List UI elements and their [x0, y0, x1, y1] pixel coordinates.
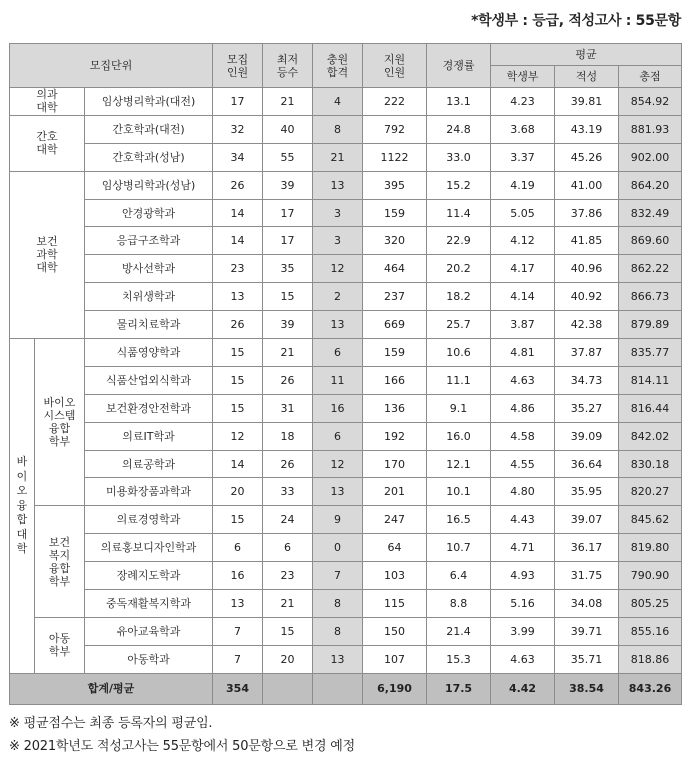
header-quota: 모집 인원 [213, 44, 263, 88]
cell-school-record: 4.55 [491, 450, 555, 478]
college-child: 아동 학부 [35, 617, 85, 673]
cell-total-score: 832.49 [619, 199, 682, 227]
cell-min-rank: 39 [263, 171, 313, 199]
cell-quota: 17 [213, 88, 263, 116]
college-nursing: 간호 대학 [10, 115, 85, 171]
cell-applicants: 107 [363, 645, 427, 673]
dept-name: 아동학과 [85, 645, 213, 673]
cell-ratio: 10.7 [427, 534, 491, 562]
cell-applicants: 170 [363, 450, 427, 478]
cell-aptitude: 35.27 [555, 394, 619, 422]
dept-name: 방사선학과 [85, 255, 213, 283]
cell-applicants: 103 [363, 562, 427, 590]
college-bio-label: 바이오융합대학 [16, 455, 28, 556]
cell-school-record: 4.14 [491, 283, 555, 311]
cell-min-rank: 21 [263, 339, 313, 367]
cell-quota: 20 [213, 478, 263, 506]
total-label: 합계/평균 [10, 673, 213, 704]
cell-quota: 15 [213, 366, 263, 394]
cell-applicants: 192 [363, 422, 427, 450]
cell-total-score: 820.27 [619, 478, 682, 506]
cell-applicants: 166 [363, 366, 427, 394]
table-row [10, 590, 682, 618]
cell-ratio: 21.4 [427, 617, 491, 645]
cell-quota: 16 [213, 562, 263, 590]
cell-min-rank: 24 [263, 506, 313, 534]
cell-quota: 15 [213, 506, 263, 534]
cell-extra-admit: 8 [313, 115, 363, 143]
cell-aptitude: 39.07 [555, 506, 619, 534]
dept-name: 식품산업외식학과 [85, 366, 213, 394]
table-row [10, 562, 682, 590]
cell-aptitude: 39.81 [555, 88, 619, 116]
total-school-record: 4.42 [491, 673, 555, 704]
cell-quota: 7 [213, 617, 263, 645]
cell-extra-admit: 12 [313, 255, 363, 283]
cell-school-record: 4.23 [491, 88, 555, 116]
cell-extra-admit: 3 [313, 227, 363, 255]
cell-quota: 6 [213, 534, 263, 562]
dept-name: 중독재활복지학과 [85, 590, 213, 618]
cell-extra-admit: 7 [313, 562, 363, 590]
cell-applicants: 201 [363, 478, 427, 506]
cell-school-record: 4.81 [491, 339, 555, 367]
cell-ratio: 10.6 [427, 339, 491, 367]
table-row [10, 339, 682, 367]
cell-ratio: 15.3 [427, 645, 491, 673]
header-total-score: 총점 [619, 66, 682, 88]
cell-extra-admit: 11 [313, 366, 363, 394]
cell-ratio: 20.2 [427, 255, 491, 283]
cell-min-rank: 26 [263, 366, 313, 394]
cell-quota: 15 [213, 394, 263, 422]
cell-applicants: 115 [363, 590, 427, 618]
header-extra-admit: 충원 합격 [313, 44, 363, 88]
cell-ratio: 11.1 [427, 366, 491, 394]
cell-ratio: 13.1 [427, 88, 491, 116]
cell-ratio: 6.4 [427, 562, 491, 590]
cell-ratio: 10.1 [427, 478, 491, 506]
cell-extra-admit: 13 [313, 171, 363, 199]
cell-school-record: 4.63 [491, 366, 555, 394]
cell-applicants: 320 [363, 227, 427, 255]
cell-min-rank: 26 [263, 450, 313, 478]
footnote-exam-change: ※ 2021학년도 적성고사는 55문항에서 50문항으로 변경 예정 [9, 739, 356, 754]
cell-aptitude: 39.71 [555, 617, 619, 645]
cell-quota: 34 [213, 143, 263, 171]
footnote-average: ※ 평균점수는 최종 등록자의 평균임. [9, 716, 213, 731]
cell-aptitude: 42.38 [555, 311, 619, 339]
dept-name: 간호학과(대전) [85, 115, 213, 143]
cell-quota: 14 [213, 227, 263, 255]
total-min-rank [263, 673, 313, 704]
cell-applicants: 464 [363, 255, 427, 283]
cell-min-rank: 21 [263, 88, 313, 116]
dept-name: 의료공학과 [85, 450, 213, 478]
dept-name: 의료홍보디자인학과 [85, 534, 213, 562]
cell-ratio: 16.0 [427, 422, 491, 450]
cell-applicants: 792 [363, 115, 427, 143]
cell-extra-admit: 6 [313, 339, 363, 367]
cell-ratio: 11.4 [427, 199, 491, 227]
table-row [10, 311, 682, 339]
cell-total-score: 818.86 [619, 645, 682, 673]
cell-min-rank: 15 [263, 283, 313, 311]
cell-min-rank: 31 [263, 394, 313, 422]
cell-school-record: 4.71 [491, 534, 555, 562]
cell-total-score: 805.25 [619, 590, 682, 618]
college-welfare: 보건 복지 융합 학부 [35, 506, 85, 618]
dept-name: 임상병리학과(성남) [85, 171, 213, 199]
cell-total-score: 830.18 [619, 450, 682, 478]
cell-applicants: 669 [363, 311, 427, 339]
header-ratio: 경쟁률 [427, 44, 491, 88]
cell-total-score: 862.22 [619, 255, 682, 283]
header-min-rank: 최저 등수 [263, 44, 313, 88]
cell-total-score: 835.77 [619, 339, 682, 367]
cell-quota: 32 [213, 115, 263, 143]
cell-quota: 26 [213, 171, 263, 199]
cell-aptitude: 34.08 [555, 590, 619, 618]
total-score: 843.26 [619, 673, 682, 704]
cell-min-rank: 40 [263, 115, 313, 143]
cell-school-record: 4.86 [491, 394, 555, 422]
cell-ratio: 33.0 [427, 143, 491, 171]
cell-extra-admit: 13 [313, 478, 363, 506]
cell-extra-admit: 13 [313, 311, 363, 339]
dept-name: 의료경영학과 [85, 506, 213, 534]
cell-total-score: 819.80 [619, 534, 682, 562]
cell-aptitude: 31.75 [555, 562, 619, 590]
cell-school-record: 3.99 [491, 617, 555, 645]
dept-name: 식품영양학과 [85, 339, 213, 367]
cell-aptitude: 40.96 [555, 255, 619, 283]
header-applicants: 지원 인원 [363, 44, 427, 88]
dept-name: 응급구조학과 [85, 227, 213, 255]
cell-school-record: 3.87 [491, 311, 555, 339]
cell-school-record: 4.12 [491, 227, 555, 255]
cell-min-rank: 21 [263, 590, 313, 618]
total-applicants: 6,190 [363, 673, 427, 704]
dept-name: 물리치료학과 [85, 311, 213, 339]
dept-name: 의료IT학과 [85, 422, 213, 450]
cell-min-rank: 17 [263, 199, 313, 227]
dept-name: 임상병리학과(대전) [85, 88, 213, 116]
cell-aptitude: 36.17 [555, 534, 619, 562]
cell-applicants: 136 [363, 394, 427, 422]
cell-aptitude: 41.85 [555, 227, 619, 255]
cell-total-score: 854.92 [619, 88, 682, 116]
cell-total-score: 869.60 [619, 227, 682, 255]
cell-ratio: 22.9 [427, 227, 491, 255]
cell-total-score: 866.73 [619, 283, 682, 311]
admission-results-table [9, 43, 682, 705]
cell-ratio: 12.1 [427, 450, 491, 478]
cell-min-rank: 55 [263, 143, 313, 171]
cell-school-record: 5.16 [491, 590, 555, 618]
cell-aptitude: 37.87 [555, 339, 619, 367]
cell-quota: 23 [213, 255, 263, 283]
college-health: 보건 과학 대학 [10, 171, 85, 338]
header-school-record: 학생부 [491, 66, 555, 88]
cell-aptitude: 35.95 [555, 478, 619, 506]
dept-name: 보건환경안전학과 [85, 394, 213, 422]
cell-total-score: 814.11 [619, 366, 682, 394]
cell-min-rank: 20 [263, 645, 313, 673]
cell-quota: 13 [213, 590, 263, 618]
table-row [10, 506, 682, 534]
cell-applicants: 150 [363, 617, 427, 645]
cell-total-score: 816.44 [619, 394, 682, 422]
cell-aptitude: 35.71 [555, 645, 619, 673]
header-average: 평균 [491, 44, 682, 66]
table-row [10, 366, 682, 394]
cell-total-score: 864.20 [619, 171, 682, 199]
table-row [10, 227, 682, 255]
cell-school-record: 4.63 [491, 645, 555, 673]
cell-total-score: 902.00 [619, 143, 682, 171]
cell-aptitude: 36.64 [555, 450, 619, 478]
cell-ratio: 16.5 [427, 506, 491, 534]
table-row [10, 115, 682, 143]
cell-applicants: 237 [363, 283, 427, 311]
cell-ratio: 15.2 [427, 171, 491, 199]
cell-quota: 13 [213, 283, 263, 311]
cell-total-score: 879.89 [619, 311, 682, 339]
cell-extra-admit: 21 [313, 143, 363, 171]
table-row [10, 478, 682, 506]
cell-school-record: 3.37 [491, 143, 555, 171]
total-quota: 354 [213, 673, 263, 704]
cell-aptitude: 43.19 [555, 115, 619, 143]
cell-extra-admit: 0 [313, 534, 363, 562]
cell-min-rank: 6 [263, 534, 313, 562]
cell-applicants: 247 [363, 506, 427, 534]
college-medical: 의과 대학 [10, 88, 85, 116]
cell-total-score: 842.02 [619, 422, 682, 450]
total-aptitude: 38.54 [555, 673, 619, 704]
cell-ratio: 25.7 [427, 311, 491, 339]
cell-school-record: 4.80 [491, 478, 555, 506]
cell-extra-admit: 12 [313, 450, 363, 478]
cell-extra-admit: 9 [313, 506, 363, 534]
table-body [10, 88, 682, 705]
cell-quota: 12 [213, 422, 263, 450]
total-ratio: 17.5 [427, 673, 491, 704]
table-row [10, 255, 682, 283]
cell-total-score: 881.93 [619, 115, 682, 143]
cell-school-record: 4.93 [491, 562, 555, 590]
table-row [10, 171, 682, 199]
table-row [10, 88, 682, 116]
cell-extra-admit: 6 [313, 422, 363, 450]
total-extra [313, 673, 363, 704]
cell-min-rank: 18 [263, 422, 313, 450]
cell-quota: 15 [213, 339, 263, 367]
cell-min-rank: 35 [263, 255, 313, 283]
table-row [10, 143, 682, 171]
cell-min-rank: 23 [263, 562, 313, 590]
cell-school-record: 4.17 [491, 255, 555, 283]
table-row [10, 199, 682, 227]
cell-extra-admit: 16 [313, 394, 363, 422]
cell-ratio: 8.8 [427, 590, 491, 618]
cell-applicants: 159 [363, 199, 427, 227]
table-row [10, 450, 682, 478]
cell-min-rank: 15 [263, 617, 313, 645]
cell-quota: 14 [213, 450, 263, 478]
cell-aptitude: 34.73 [555, 366, 619, 394]
table-row [10, 617, 682, 645]
cell-quota: 26 [213, 311, 263, 339]
cell-total-score: 790.90 [619, 562, 682, 590]
cell-school-record: 4.19 [491, 171, 555, 199]
cell-min-rank: 17 [263, 227, 313, 255]
cell-aptitude: 41.00 [555, 171, 619, 199]
table-row [10, 422, 682, 450]
cell-ratio: 24.8 [427, 115, 491, 143]
college-biosys: 바이오 시스템 융합 학부 [35, 339, 85, 506]
dept-name: 치위생학과 [85, 283, 213, 311]
cell-extra-admit: 13 [313, 645, 363, 673]
cell-aptitude: 37.86 [555, 199, 619, 227]
table-row [10, 534, 682, 562]
cell-school-record: 4.43 [491, 506, 555, 534]
table-row [10, 283, 682, 311]
cell-min-rank: 39 [263, 311, 313, 339]
dept-name: 미용화장품과학과 [85, 478, 213, 506]
table-row [10, 645, 682, 673]
table-row [10, 394, 682, 422]
cell-total-score: 855.16 [619, 617, 682, 645]
cell-applicants: 395 [363, 171, 427, 199]
cell-applicants: 222 [363, 88, 427, 116]
scoring-note: *학생부 : 등급, 적성고사 : 55문항 [471, 13, 681, 29]
total-row [10, 673, 682, 704]
cell-applicants: 64 [363, 534, 427, 562]
cell-applicants: 1122 [363, 143, 427, 171]
cell-extra-admit: 4 [313, 88, 363, 116]
cell-aptitude: 39.09 [555, 422, 619, 450]
college-bio [10, 339, 35, 674]
dept-name: 유아교육학과 [85, 617, 213, 645]
cell-ratio: 18.2 [427, 283, 491, 311]
cell-extra-admit: 8 [313, 617, 363, 645]
dept-name: 장례지도학과 [85, 562, 213, 590]
cell-ratio: 9.1 [427, 394, 491, 422]
cell-aptitude: 45.26 [555, 143, 619, 171]
cell-total-score: 845.62 [619, 506, 682, 534]
cell-quota: 7 [213, 645, 263, 673]
dept-name: 안경광학과 [85, 199, 213, 227]
dept-name: 간호학과(성남) [85, 143, 213, 171]
cell-school-record: 3.68 [491, 115, 555, 143]
cell-extra-admit: 8 [313, 590, 363, 618]
header-unit: 모집단위 [10, 44, 213, 88]
cell-applicants: 159 [363, 339, 427, 367]
cell-quota: 14 [213, 199, 263, 227]
header-aptitude: 적성 [555, 66, 619, 88]
cell-min-rank: 33 [263, 478, 313, 506]
cell-extra-admit: 3 [313, 199, 363, 227]
cell-school-record: 5.05 [491, 199, 555, 227]
cell-aptitude: 40.92 [555, 283, 619, 311]
cell-school-record: 4.58 [491, 422, 555, 450]
cell-extra-admit: 2 [313, 283, 363, 311]
